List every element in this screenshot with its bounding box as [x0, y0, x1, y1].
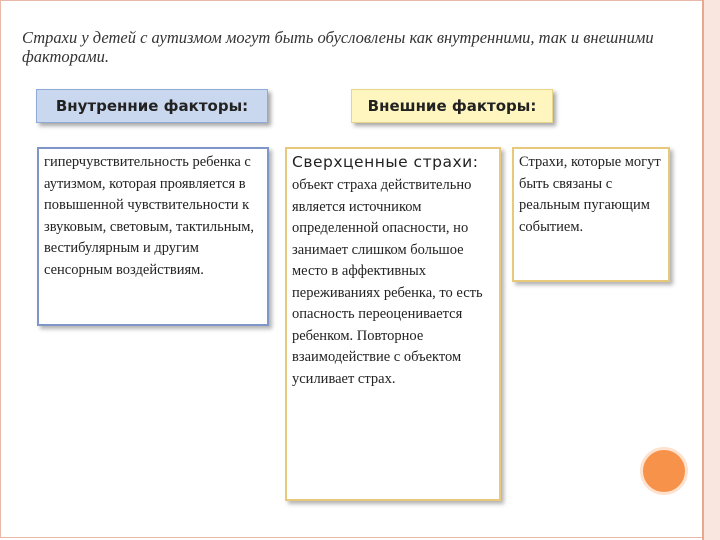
internal-factor-card	[37, 147, 269, 326]
decorative-circle	[640, 447, 688, 495]
slide-right-strip	[704, 0, 720, 540]
real-event-fears-text: Страхи, которые могут быть связаны с реальным пугающим событием.	[519, 154, 661, 235]
internal-factor-text: гиперчувствительность ребенка с аутизмом, которая проявляется в повышенной чувствительности к звуковым, световым, тактильным, вестибулярным и другим сенсорным воздействиям.	[44, 154, 254, 278]
internal-factors-label: Внутренние факторы:	[36, 89, 268, 123]
overvalued-fears-text: объект страха действительно является источником определенной опасности, но занимает слишком большое место в аффективных переживаниях ребенка, то есть опасность переоценивается ребенком. Повторное взаимодействие с объектом усиливает страх.	[292, 177, 483, 387]
slide-heading: Страхи у детей с аутизмом могут быть обусловлены как внутренними, так и внешними факторами.	[22, 28, 654, 66]
real-event-fears-card	[512, 147, 670, 282]
overvalued-fears-card	[285, 147, 501, 501]
external-factors-label: Внешние факторы:	[351, 89, 553, 123]
overvalued-fears-title: Сверхценные страхи:	[292, 153, 479, 171]
